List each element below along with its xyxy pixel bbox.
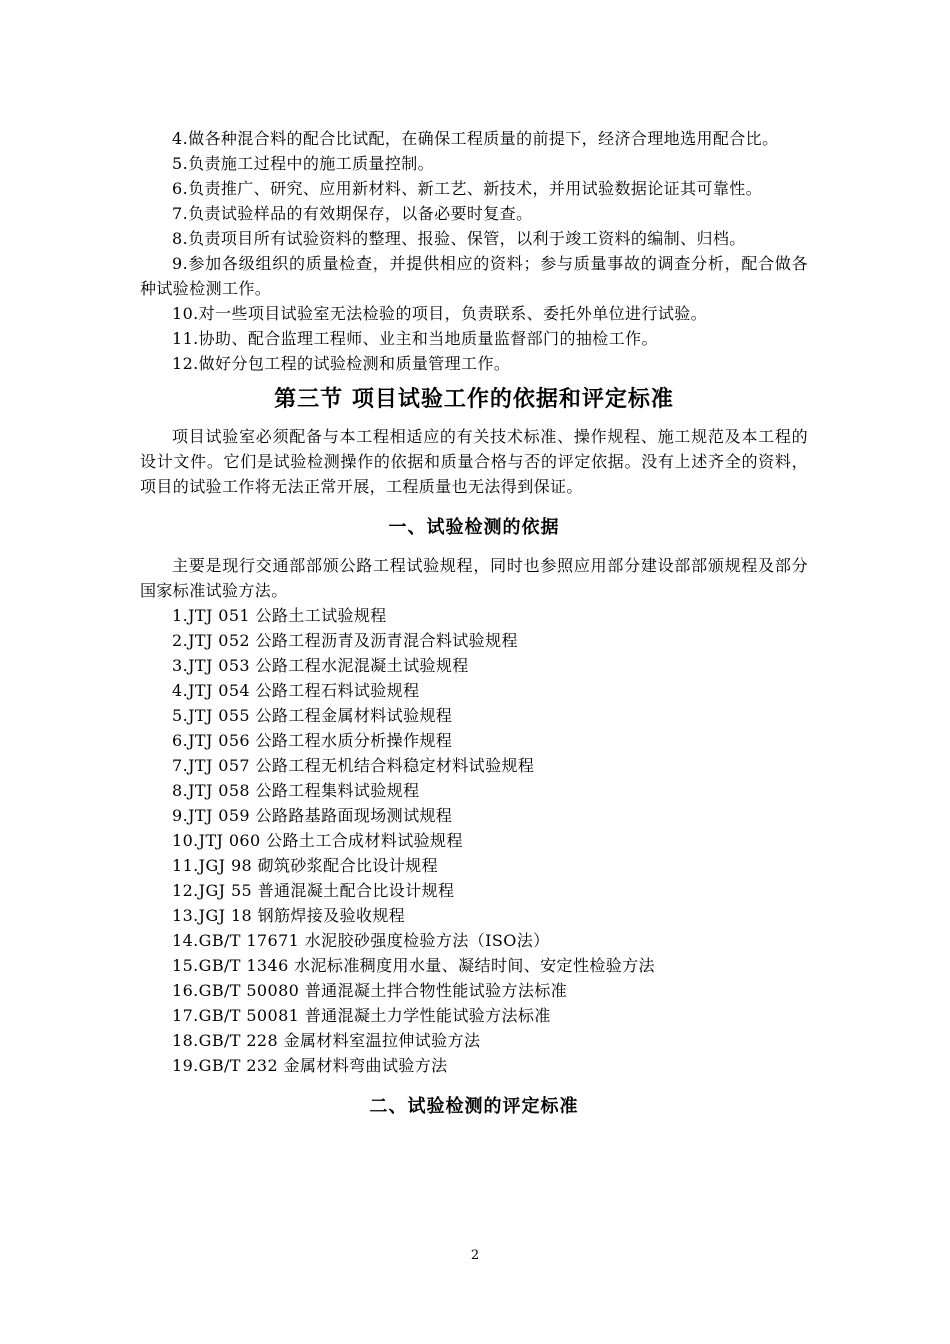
- standard-item: 13.JGJ 18 钢筋焊接及验收规程: [172, 906, 406, 925]
- standard-item: 8.JTJ 058 公路工程集料试验规程: [172, 781, 420, 800]
- standard-item: 3.JTJ 053 公路工程水泥混凝土试验规程: [172, 656, 469, 675]
- duty-item: 12.做好分包工程的试验检测和质量管理工作。: [172, 354, 511, 373]
- standard-item: 6.JTJ 056 公路工程水质分析操作规程: [172, 731, 453, 750]
- page-content: [140, 126, 808, 1132]
- basis-intro: 主要是现行交通部部颁公路工程试验规程，同时也参照应用部分建设部部颁规程及部分国家标准试验方法。: [140, 556, 808, 600]
- duty-item: 7.负责试验样品的有效期保存，以备必要时复查。: [172, 204, 533, 223]
- duty-item: 9.参加各级组织的质量检查，并提供相应的资料；参与质量事故的调查分析，配合做各种试验检测工作。: [140, 254, 808, 298]
- standard-item: 9.JTJ 059 公路路基路面现场测试规程: [172, 806, 453, 825]
- standard-item: 18.GB/T 228 金属材料室温拉伸试验方法: [172, 1031, 481, 1050]
- duty-item: 8.负责项目所有试验资料的整理、报验、保管，以利于竣工资料的编制、归档。: [172, 229, 746, 248]
- duty-item: 4.做各种混合料的配合比试配，在确保工程质量的前提下，经济合理地选用配合比。: [172, 129, 779, 148]
- duties-list: [140, 126, 808, 376]
- standard-item: 19.GB/T 232 金属材料弯曲试验方法: [172, 1056, 448, 1075]
- standard-item: 7.JTJ 057 公路工程无机结合料稳定材料试验规程: [172, 756, 535, 775]
- section-title: 第三节 项目试验工作的依据和评定标准: [274, 386, 674, 412]
- duty-item: 10.对一些项目试验室无法检验的项目，负责联系、委托外单位进行试验。: [172, 304, 708, 323]
- page-number: 2: [470, 1248, 480, 1263]
- basis-heading: 一、试验检测的依据: [388, 517, 560, 538]
- standard-item: 10.JTJ 060 公路土工合成材料试验规程: [172, 831, 463, 850]
- duty-item: 11.协助、配合监理工程师、业主和当地质量监督部门的抽检工作。: [172, 329, 658, 348]
- standards-list: [140, 603, 808, 1078]
- standard-item: 5.JTJ 055 公路工程金属材料试验规程: [172, 706, 453, 725]
- standard-item: 11.JGJ 98 砌筑砂浆配合比设计规程: [172, 856, 438, 875]
- standard-item: 4.JTJ 054 公路工程石料试验规程: [172, 681, 420, 700]
- standard-item: 17.GB/T 50081 普通混凝土力学性能试验方法标准: [172, 1006, 551, 1025]
- standard-item: 16.GB/T 50080 普通混凝土拌合物性能试验方法标准: [172, 981, 568, 1000]
- standards-heading: 二、试验检测的评定标准: [369, 1096, 579, 1117]
- duty-item: 6.负责推广、研究、应用新材料、新工艺、新技术，并用试验数据论证其可靠性。: [172, 179, 763, 198]
- section-intro: 项目试验室必须配备与本工程相适应的有关技术标准、操作规程、施工规范及本工程的设计文件。它们是试验检测操作的依据和质量合格与否的评定依据。没有上述齐全的资料，项目的试验工作将无法正常开展，工程质量也无法得到保证。: [140, 427, 808, 496]
- standard-item: 12.JGJ 55 普通混凝土配合比设计规程: [172, 881, 455, 900]
- standard-item: 15.GB/T 1346 水泥标准稠度用水量、凝结时间、安定性检验方法: [172, 956, 655, 975]
- standard-item: 14.GB/T 17671 水泥胶砂强度检验方法（ISO法）: [172, 931, 550, 950]
- standard-item: 2.JTJ 052 公路工程沥青及沥青混合料试验规程: [172, 631, 518, 650]
- standard-item: 1.JTJ 051 公路土工试验规程: [172, 606, 387, 625]
- duty-item: 5.负责施工过程中的施工质量控制。: [172, 154, 435, 173]
